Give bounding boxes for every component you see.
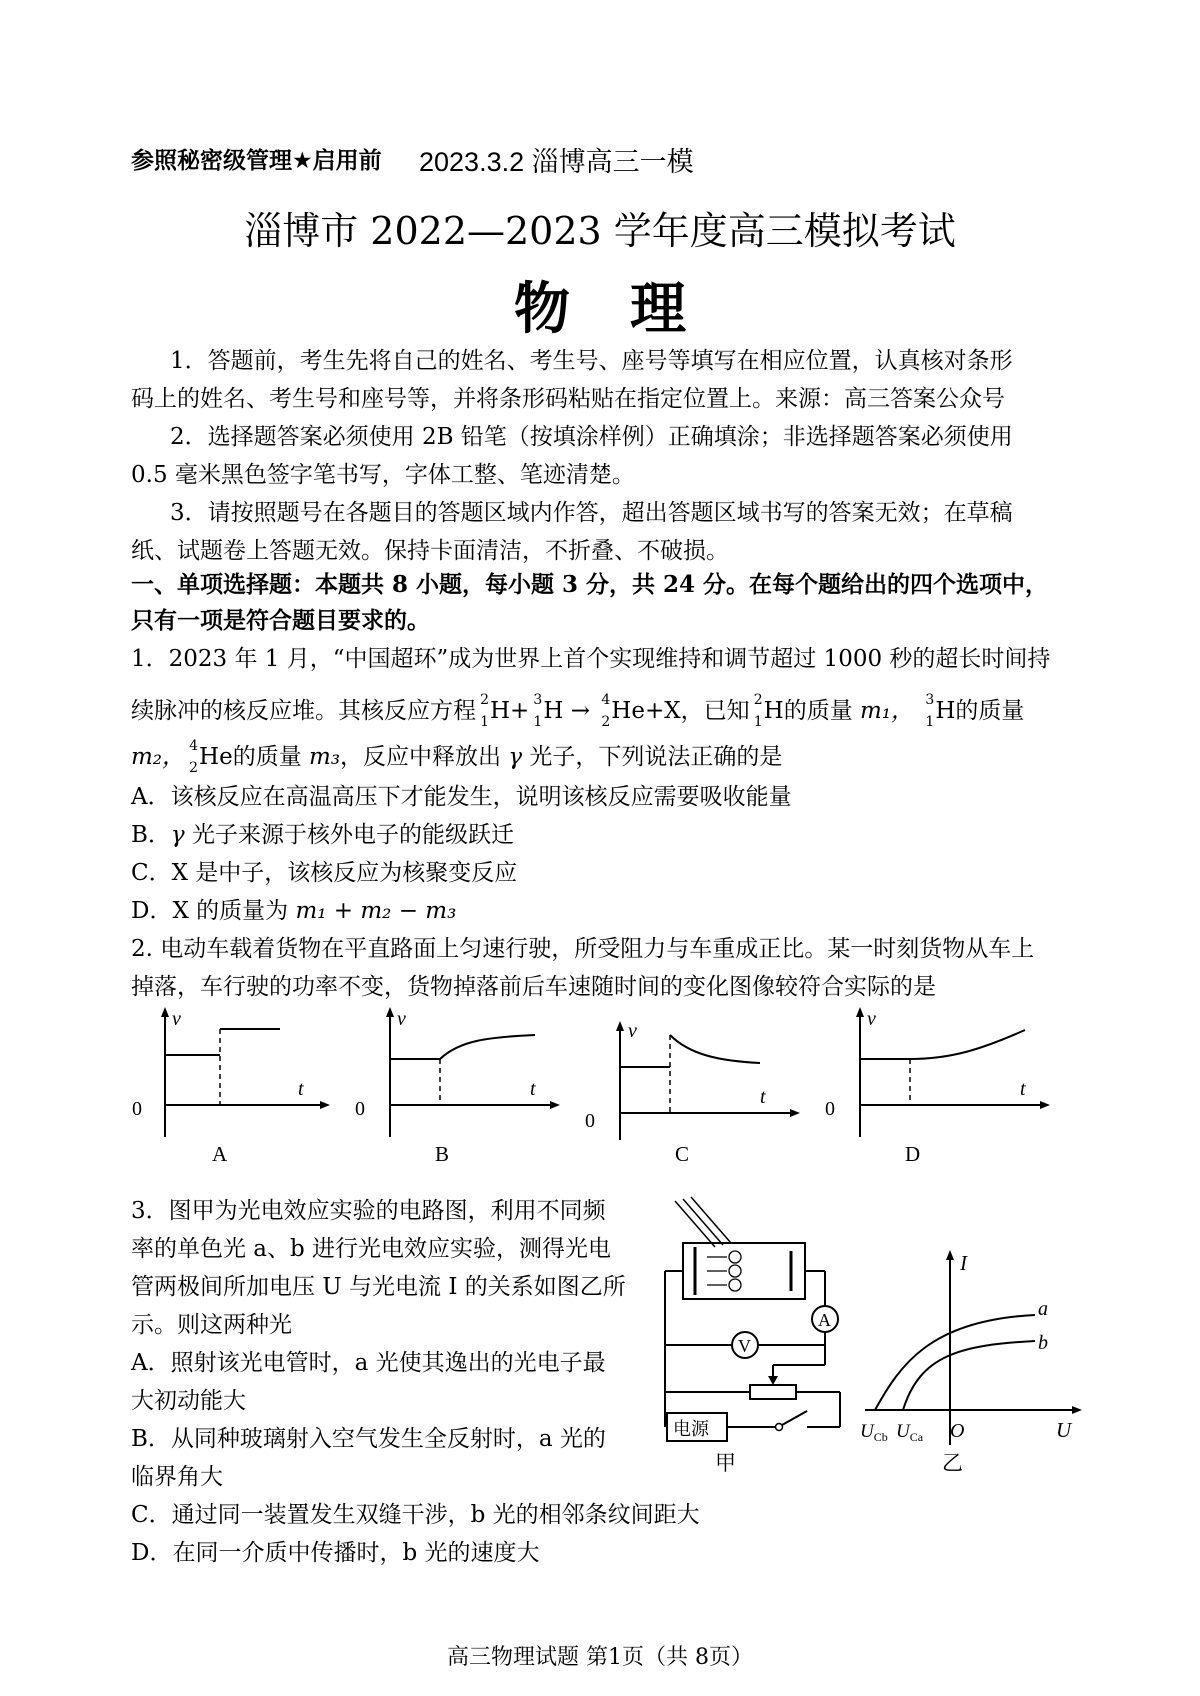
- axis-t-label: t: [530, 1078, 536, 1100]
- circuit-diagram: [655, 1195, 855, 1475]
- rheostat-icon: [750, 1385, 796, 1399]
- q1-option-a: A．该核反应在高温高压下才能发生，说明该核反应需要吸收能量: [131, 784, 792, 810]
- exam-date: 2023.3.2 淄博高三一模: [419, 147, 694, 177]
- q3-stem: 示。则这两种光: [131, 1312, 292, 1338]
- ammeter-label: A: [818, 1310, 831, 1330]
- q1-option-d: D．X 的质量为 m₁ + m₂ − m₃: [131, 898, 457, 924]
- secret-level: 参照秘密级管理★启用前: [131, 148, 382, 174]
- exam-title: 淄博市 2022—2023 学年度高三模拟考试: [244, 209, 956, 253]
- instruction-line: 码上的姓名、考生号和座号等，并将条形码粘贴在指定位置上。来源：高三答案公众号: [131, 386, 1005, 412]
- q2-stem: 2. 电动车载着货物在平直路面上匀速行驶，所受阻力与车重成正比。某一时刻货物从车上: [131, 936, 1035, 962]
- q3-option-b-cont: 临界角大: [131, 1464, 223, 1490]
- instruction-line: 1．答题前，考生先将自己的姓名、考生号、座号等填写在相应位置，认真核对条形: [170, 348, 1013, 374]
- curve-a-label: a: [1038, 1298, 1048, 1320]
- q1-stem-2: 续脉冲的核反应堆。其核反应方程 2 1 H+ 3 1 H → 4 2 He+X，已知 2 1 H的质量 m₁， 3 1 H的质量: [131, 692, 1025, 730]
- origin-label: 0: [825, 1098, 835, 1120]
- axis-v-label: v: [397, 1008, 406, 1030]
- axis-i-label: I: [960, 1251, 967, 1275]
- instruction-line: 2．选择题答案必须使用 2B 铅笔（按填涂样例）正确填涂；非选择题答案必须使用: [170, 424, 1013, 450]
- graph-label: D: [905, 1142, 921, 1165]
- axis-t-label: t: [1020, 1078, 1026, 1100]
- uca-label: $U_{Ca}$: [896, 1421, 924, 1444]
- graph-label: C: [675, 1142, 690, 1165]
- graph-label: B: [435, 1142, 450, 1165]
- curve-b-label: b: [1038, 1332, 1048, 1354]
- q3-option-d: D．在同一介质中传播时，b 光的速度大: [131, 1540, 540, 1566]
- q1-stem: 1．2023 年 1 月，“中国超环”成为世界上首个实现维持和调节超过 1000 秒的超长时间持: [131, 646, 1051, 672]
- instruction-line: 纸、试题卷上答题无效。保持卡面清洁，不折叠、不破损。: [131, 538, 729, 564]
- graph-a: [130, 1005, 330, 1165]
- voltmeter-label: V: [738, 1336, 751, 1356]
- instruction-line: 3．请按照题号在各题目的答题区域内作答，超出答题区域书写的答案无效；在草稿: [170, 500, 1013, 526]
- origin-label: 0: [355, 1098, 365, 1120]
- q3-stem: 管两极间所加电压 U 与光电流 I 的关系如图乙所: [131, 1274, 626, 1300]
- axis-v-label: v: [867, 1008, 876, 1030]
- axis-t-label: t: [298, 1078, 304, 1100]
- subject-title: 物理: [514, 276, 746, 342]
- graph-d: [820, 1005, 1050, 1165]
- axis-v-label: v: [172, 1008, 181, 1030]
- q1-stem-3: m₂， 4 2 He的质量 m₃，反应中释放出 γ 光子，下列说法正确的是: [131, 738, 783, 776]
- power-source-label: 电源: [673, 1419, 709, 1439]
- q3-option-c: C．通过同一装置发生双缝干涉，b 光的相邻条纹间距大: [131, 1502, 700, 1528]
- origin-label: 0: [585, 1110, 595, 1132]
- q3-stem: 率的单色光 a、b 进行光电效应实验，测得光电: [131, 1236, 612, 1262]
- q3-option-b: B．从同种玻璃射入空气发生全反射时，a 光的: [131, 1426, 606, 1452]
- axis-u-label: U: [1056, 1418, 1072, 1442]
- q1-option-c: C．X 是中子，该核反应为核聚变反应: [131, 860, 518, 886]
- ucb-label: $U_{Cb}$: [860, 1421, 888, 1444]
- switch-icon: [782, 1411, 807, 1425]
- q3-stem: 3．图甲为光电效应实验的电路图，利用不同频: [131, 1198, 606, 1224]
- instruction-line: 0.5 毫米黑色签字笔书写，字体工整、笔迹清楚。: [131, 462, 635, 488]
- iu-graph: [860, 1245, 1110, 1475]
- section-heading: 一、单项选择题：本题共 8 小题，每小题 3 分，共 24 分。在每个题给出的四个选项中，: [131, 571, 1049, 598]
- axis-v-label: v: [628, 1020, 637, 1042]
- axis-t-label: t: [760, 1086, 766, 1108]
- graph-c: [580, 1005, 800, 1165]
- graph-label: A: [212, 1142, 228, 1165]
- q3-option-a: A．照射该光电管时，a 光使其逸出的光电子最: [131, 1350, 606, 1376]
- origin-label: 0: [132, 1098, 142, 1120]
- curve-b: [903, 1341, 1035, 1410]
- section-heading: 只有一项是符合题目要求的。: [131, 607, 430, 634]
- curve-a: [875, 1315, 1035, 1410]
- graph-b: [350, 1005, 560, 1165]
- iu-caption: 乙: [942, 1451, 963, 1475]
- q1-option-b: B．γ 光子来源于核外电子的能级跃迁: [131, 822, 514, 848]
- q3-option-a-cont: 大初动能大: [131, 1388, 246, 1414]
- q2-stem-2: 掉落，车行驶的功率不变，货物掉落前后车速随时间的变化图像较符合实际的是: [131, 974, 936, 1000]
- page-footer: 高三物理试题 第1页（共 8页）: [447, 1645, 753, 1670]
- circuit-caption: 甲: [715, 1451, 736, 1475]
- origin-label: O: [950, 1420, 965, 1442]
